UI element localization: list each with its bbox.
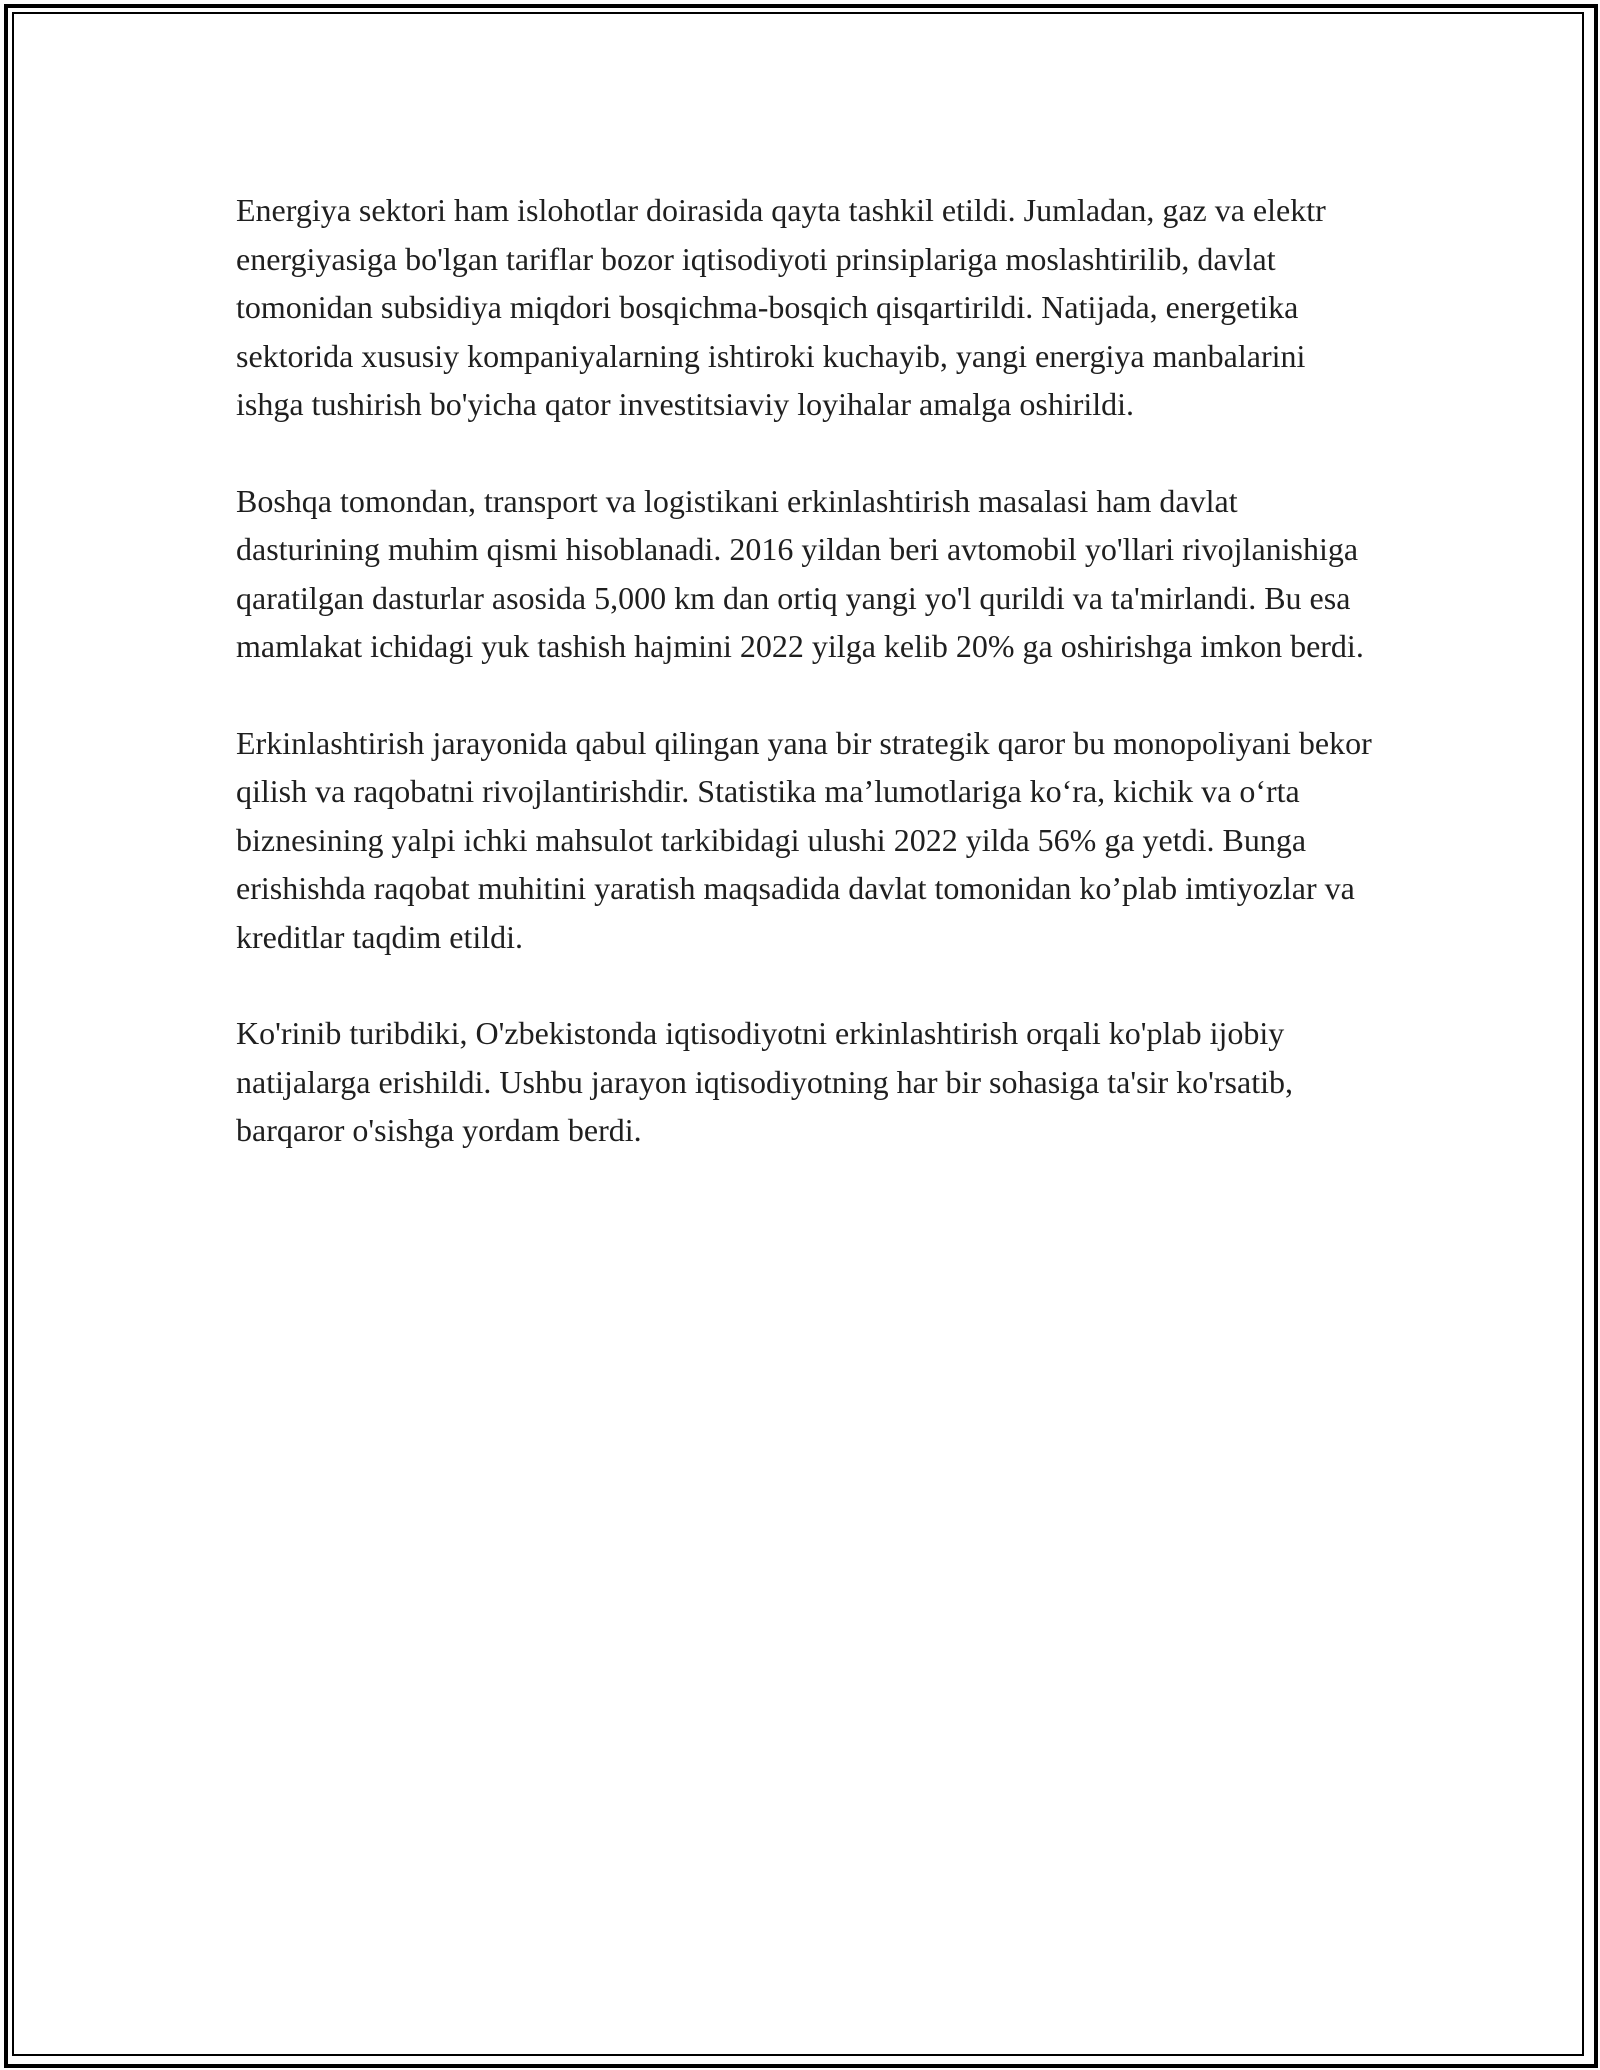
paragraph-competition-monopoly: Erkinlashtirish jarayonida qabul qilingan yana bir strategik qaror bu monopoliyani bekor qilish va raqobatni rivojlantirishdir. Statistika ma’lumotlariga ko‘ra, kichik va o‘rta biznesining yalpi ichki mahsulot tarkibidagi ulushi 2022 yilda 56% ga yetdi. Bunga erishishda raqobat muhitini yaratish maqsadida davlat tomonidan ko’plab imtiyozlar va kreditlar taqdim etildi. (236, 724, 1372, 955)
document-body (236, 186, 1376, 1203)
paragraph-conclusion: Ko'rinib turibdiki, O'zbekistonda iqtisodiyotni erkinlashtirish orqali ko'plab ijobiy natijalarga erishildi. Ushbu jarayon iqtisodiyotning har bir sohasiga ta'sir ko'rsatib, barqaror o'sishga yordam berdi. (236, 1015, 1293, 1148)
paragraph-transport-logistics: Boshqa tomondan, transport va logistikani erkinlashtirish masalasi ham davlat dasturining muhim qismi hisoblanadi. 2016 yildan beri avtomobil yo'llari rivojlanishiga qaratilgan dasturlar asosida 5,000 km dan ortiq yangi yo'l qurildi va ta'mirlandi. Bu esa mamlakat ichidagi yuk tashish hajmini 2022 yilga kelib 20% ga oshirishga imkon berdi. (236, 482, 1364, 664)
paragraph-energy-sector: Energiya sektori ham islohotlar doirasida qayta tashkil etildi. Jumladan, gaz va elektr energiyasiga bo'lgan tariflar bozor iqtisodiyoti prinsiplariga moslashtirilib, davlat tomonidan subsidiya miqdori bosqichma-bosqich qisqartirildi. Natijada, energetika sektorida xususiy kompaniyalarning ishtiroki kuchayib, yangi energiya manbalarini ishga tushirish bo'yicha qator investitsiaviy loyihalar amalga oshirildi. (236, 192, 1326, 422)
